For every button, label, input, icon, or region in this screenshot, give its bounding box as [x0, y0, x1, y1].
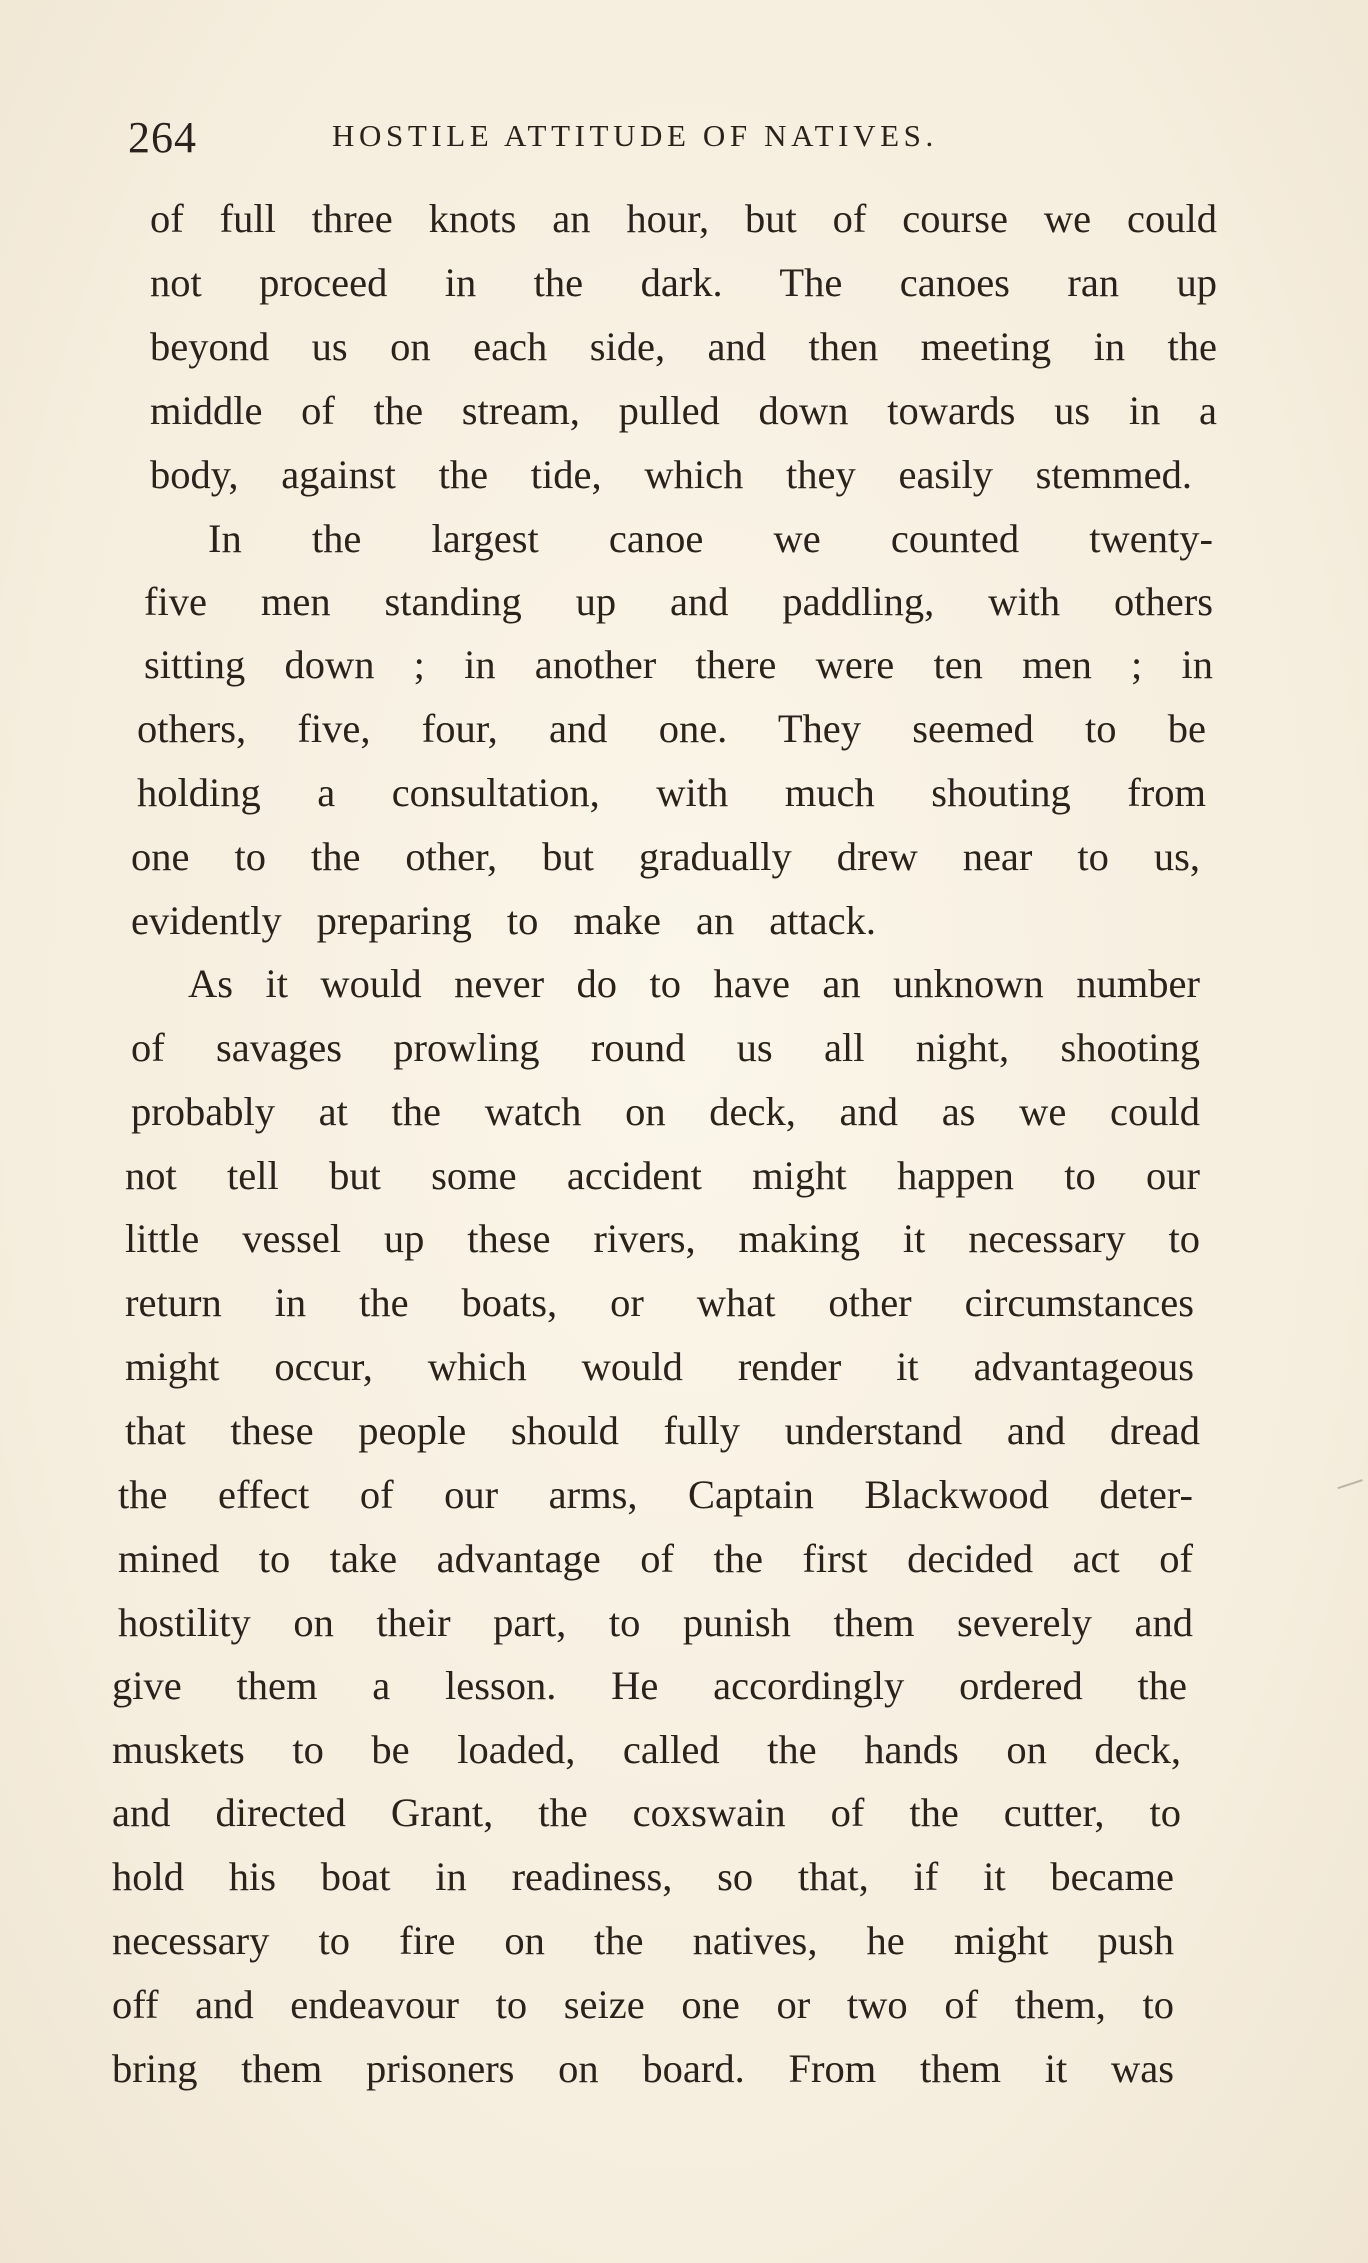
text-line: necessary to fire on the natives, he might push: [112, 1918, 1174, 1963]
text-line: muskets to be loaded, called the hands on deck,: [112, 1727, 1181, 1772]
text-line: return in the boats, or what other circumstances: [125, 1280, 1194, 1325]
text-line: In the largest canoe we counted twenty-: [208, 516, 1213, 561]
text-line: not proceed in the dark. The canoes ran up: [150, 260, 1217, 305]
text-line: bring them prisoners on board. From them it was: [112, 2046, 1174, 2091]
running-head: [128, 112, 1028, 172]
text-line: the effect of our arms, Captain Blackwood deter-: [118, 1472, 1193, 1517]
text-line: probably at the watch on deck, and as we could: [131, 1089, 1200, 1134]
text-line: As it would never do to have an unknown number: [188, 961, 1200, 1006]
text-line: give them a lesson. He accordingly ordered the: [112, 1663, 1187, 1708]
ink-smudge: [1337, 1479, 1364, 1495]
text-line: body, against the tide, which they easily stemmed.: [150, 452, 1192, 497]
text-line: and directed Grant, the coxswain of the cutter, to: [112, 1790, 1181, 1835]
text-line: that these people should fully understand and dread: [125, 1408, 1200, 1453]
text-line: hostility on their part, to punish them severely and: [118, 1600, 1193, 1645]
text-line: off and endeavour to seize one or two of them, to: [112, 1982, 1174, 2027]
text-line: not tell but some accident might happen to our: [125, 1153, 1200, 1198]
text-line: little vessel up these rivers, making it necessary to: [125, 1216, 1200, 1261]
text-line: five men standing up and paddling, with others: [144, 579, 1213, 624]
running-title: HOSTILE ATTITUDE OF NATIVES.: [332, 118, 938, 153]
text-line: of savages prowling round us all night, shooting: [131, 1025, 1200, 1070]
text-line: of full three knots an hour, but of course we could: [150, 196, 1217, 241]
text-line: one to the other, but gradually drew near to us,: [131, 834, 1200, 879]
page-number: 264: [128, 113, 197, 162]
text-line: sitting down ; in another there were ten men ; in: [144, 642, 1213, 687]
text-line: middle of the stream, pulled down towards us in a: [150, 388, 1217, 433]
text-line: holding a consultation, with much shouting from: [137, 770, 1206, 815]
text-line: beyond us on each side, and then meeting in the: [150, 324, 1217, 369]
text-line: others, five, four, and one. They seemed to be: [137, 706, 1206, 751]
text-line: hold his boat in readiness, so that, if it became: [112, 1854, 1174, 1899]
text-line: might occur, which would render it advantageous: [125, 1344, 1194, 1389]
text-line: mined to take advantage of the first decided act of: [118, 1536, 1193, 1581]
text-line: evidently preparing to make an attack.: [131, 898, 876, 943]
